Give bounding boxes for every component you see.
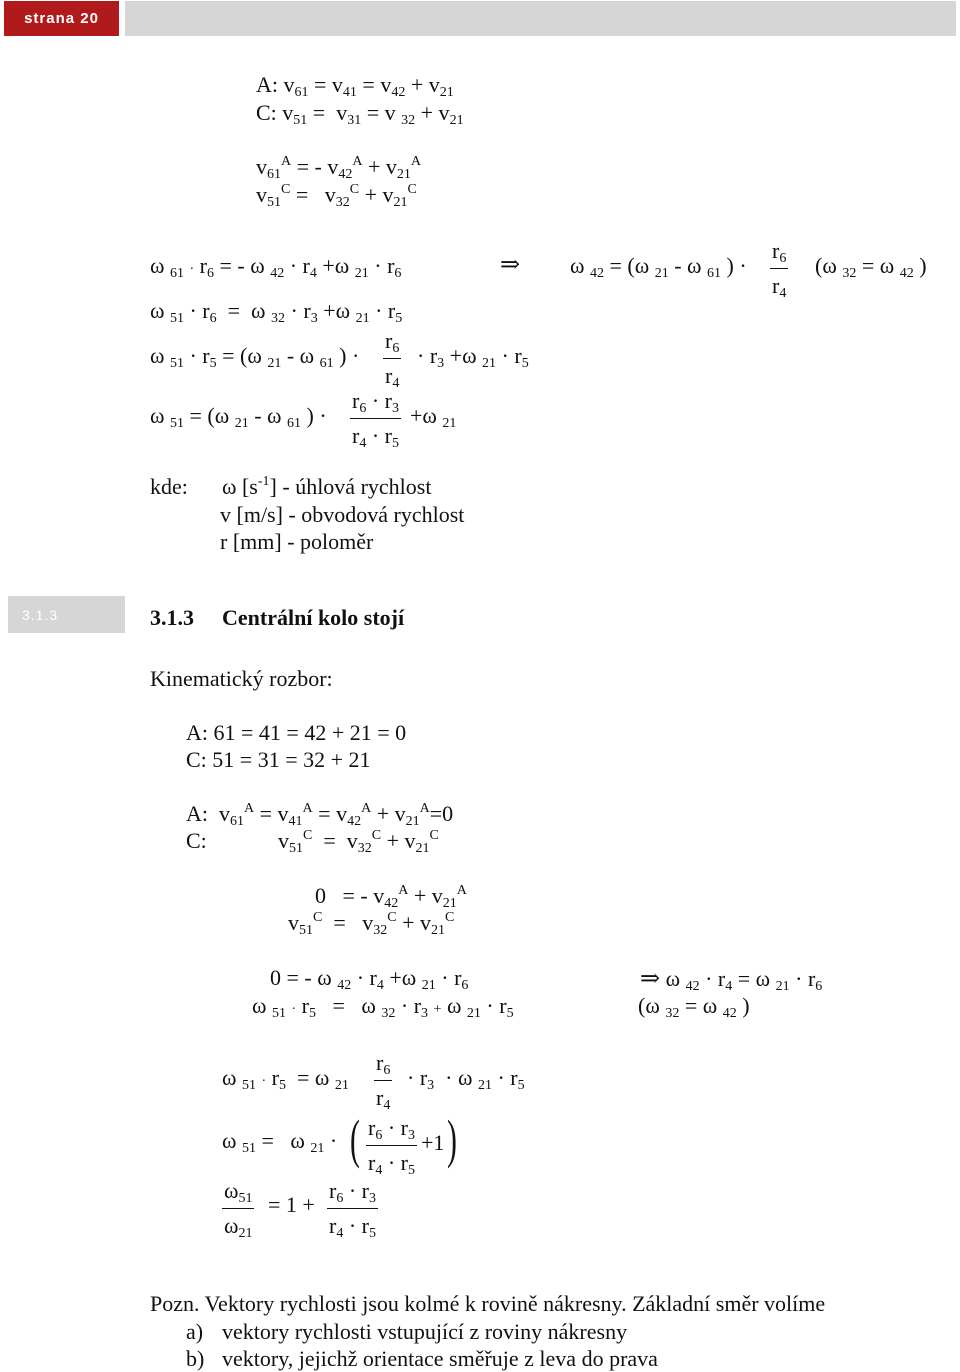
equation-final-1-left: ω $_{51} \cdot r_5 = \omega$ $_{21}$ [222, 1065, 349, 1093]
equation-v61a: $v_{61}^A$ = - $v_{42}^A + v_{21}^A$ [256, 154, 422, 182]
note-a-text: vektory rychlosti vstupující z roviny nákresny [222, 1319, 628, 1344]
note-a-marker: a) [186, 1319, 204, 1344]
equation-c-velocity: C: $v_{51} = v_{31} = v$ $_{32} + v_{21}$ [256, 100, 464, 128]
equation-final-3: = 1 + [268, 1192, 315, 1217]
legend-r: r [mm] - poloměr [220, 529, 374, 554]
equation-a-velocity: A: $v_{61} = v_{41} = v_{42} + v_{21}$ [256, 72, 454, 100]
equation-final-2-left: ω $_{51}$ = ω $_{21}$ · [222, 1128, 338, 1156]
note-b-text: vektory, jejichž orientace směřuje z leva do prava [222, 1346, 658, 1371]
fraction-r6r3-r4r5-c: $r_6 \cdot r_3$ $r_4 \cdot r_5$ [329, 1178, 376, 1241]
equation-omega51-right: +ω $_{21}$ [410, 403, 457, 431]
legend-v: v [m/s] - obvodová rychlost [220, 502, 465, 527]
equation-zero-omega: 0 = - ω $_{42} \cdot r_4 +\omega$ $_{21} \cdot r_6$ [270, 965, 469, 993]
note-b-marker: b) [186, 1346, 205, 1371]
equation-omega51-r5-right: · $r_3 +\omega$ $_{21} \cdot r_5$ [417, 343, 529, 371]
fraction-r6r3-r4r5: $r_6 \cdot r_3$ $r_4 \cdot r_5$ [352, 388, 399, 451]
fraction-r6r3-r4r5-b: $r_6 \cdot r_3$ $r_4 \cdot r_5$ [368, 1115, 415, 1178]
fraction-r6-r4: $r_6$ $r_4$ [772, 238, 787, 301]
equation-a-vectors: A: $v_{61}^A = v_{41}^A = v_{42}^A + v_{21}^A=0$ [186, 801, 454, 829]
equation-omega61: ω $_{61} \cdot r_6$ = - ω $_{42} \cdot r_4 +\omega$ $_{21} \cdot r_6$ [150, 253, 402, 281]
equation-omega51-r5-left: ω $_{51} \cdot r_5 = (\omega$ $_{21}$ - ω $_{61}$ ) · [150, 343, 360, 371]
equation-omega42: ω $_{42}$ = (ω $_{21}$ - ω $_{61}$ ) · [570, 253, 747, 281]
header-bar [125, 1, 956, 36]
equation-v51-vectors: $v_{51}^C = v_{32}^C + v_{21}^C$ [288, 910, 455, 938]
fraction-r6-r4-c: $r_6$ $r_4$ [376, 1050, 391, 1113]
equation-omega51-r5-b: ω $_{51} \cdot r_5 = \omega$ $_{32} \cdot r_3 + \omega$ $_{21} \cdot r_5$ [252, 993, 514, 1021]
equation-omega42-r4: ⇒ ω $_{42} \cdot r_4 = \omega$ $_{21} \cdot r_6$ [640, 966, 823, 994]
legend-omega: ω $[s^{-1}]$ - úhlová rychlost [222, 474, 432, 499]
equation-omega51-left: ω $_{51}$ = (ω $_{21}$ - ω $_{61}$ ) · [150, 403, 327, 431]
legend-kde: kde: [150, 474, 188, 499]
right-paren: ) [447, 1109, 457, 1169]
equation-omega32-eq-omega42-b: (ω $_{32}$ = ω $_{42}$ ) [638, 993, 750, 1021]
implies-arrow: ⇒ [500, 252, 521, 278]
note-main: Pozn. Vektory rychlosti jsou kolmé k rovině nákresny. Základní směr volíme [150, 1291, 826, 1316]
equation-c-vectors: $v_{51}^C = v_{32}^C + v_{21}^C$ [278, 828, 439, 856]
fraction-r6-r4-b: $r_6$ $r_4$ [385, 328, 400, 391]
equation-final-2-plus1: +1 [421, 1130, 445, 1155]
kinematic-title: Kinematický rozbor: [150, 666, 333, 691]
points-a-line: A: 61 = 41 = 42 + 21 = 0 [186, 720, 407, 745]
section-title: Centrální kolo stojí [222, 605, 405, 630]
points-c-line: C: 51 = 31 = 32 + 21 [186, 747, 371, 772]
left-paren: ( [350, 1109, 360, 1169]
fraction-omega51-omega21: $\omega_{51}$ $\omega_{21}$ [224, 1178, 253, 1241]
page-label: strana 20 [4, 1, 119, 36]
equation-zero-vectors: 0 = - $v_{42}^A + v_{21}^A$ [315, 883, 467, 911]
section-number: 3.1.3 [150, 605, 194, 630]
section-tab: 3.1.3 [8, 596, 125, 633]
equation-omega51-r6: ω $_{51} \cdot r_6 = \omega$ $_{32} \cdot r_3 +\omega$ $_{21} \cdot r_5$ [150, 298, 403, 326]
equation-final-1-right: · $r_3 \cdot \omega$ $_{21} \cdot r_5$ [407, 1065, 525, 1093]
equation-omega32-eq-omega42: (ω $_{32}$ = ω $_{42}$ ) [815, 253, 927, 281]
equation-c-label: C: [186, 828, 207, 853]
equation-v51c: $v_{51}^C = v_{32}^C + v_{21}^C$ [256, 182, 417, 210]
